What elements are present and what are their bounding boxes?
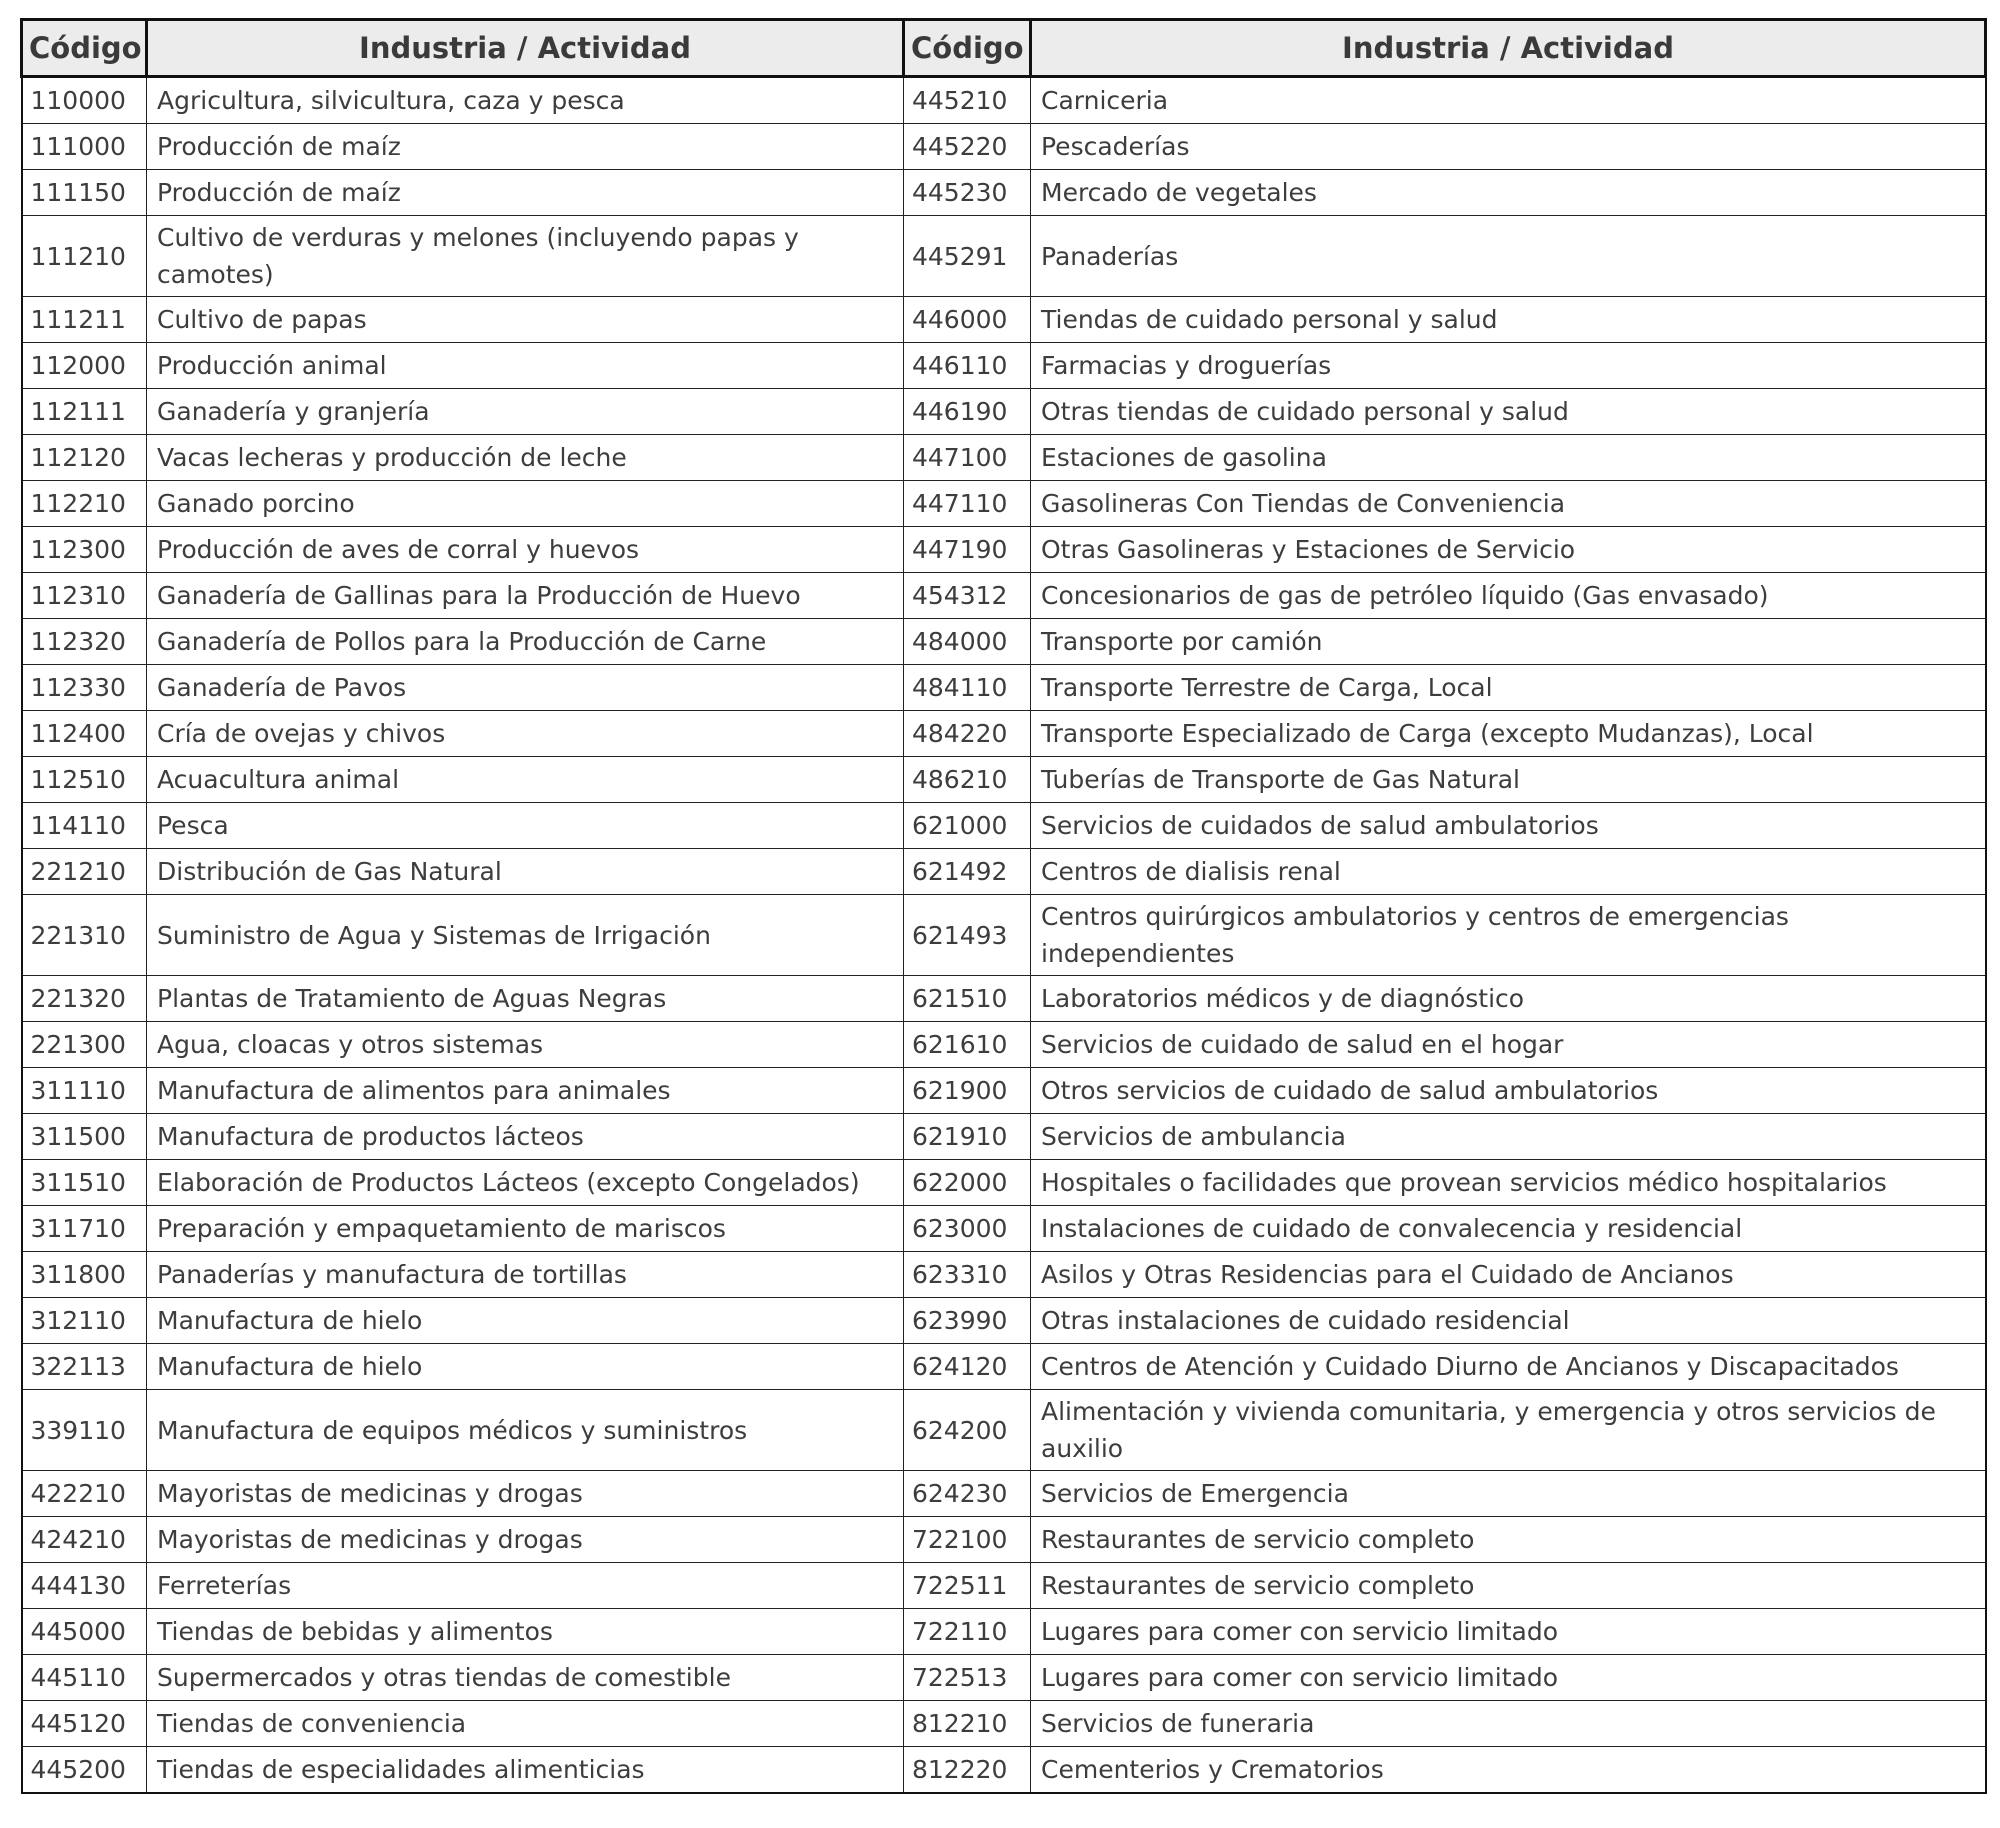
right-activity-cell: Servicios de funeraria <box>1031 1701 1986 1747</box>
left-activity-cell: Pesca <box>147 803 904 849</box>
right-code-cell: 623000 <box>904 1206 1031 1252</box>
right-activity-cell: Hospitales o facilidades que provean servicios médico hospitalarios <box>1031 1160 1986 1206</box>
right-activity-cell: Otras instalaciones de cuidado residencial <box>1031 1298 1986 1344</box>
table-row <box>22 170 1986 216</box>
table-row <box>22 77 1986 124</box>
table-row <box>22 573 1986 619</box>
left-activity-cell: Ganadería y granjería <box>147 389 904 435</box>
left-code-cell: 311110 <box>22 1068 147 1114</box>
table-row <box>22 1471 1986 1517</box>
right-code-cell: 622000 <box>904 1160 1031 1206</box>
right-code-cell: 722100 <box>904 1517 1031 1563</box>
left-activity-cell: Tiendas de especialidades alimenticias <box>147 1747 904 1794</box>
header-code-right: Código <box>904 20 1031 77</box>
right-code-cell: 722513 <box>904 1655 1031 1701</box>
table-row <box>22 527 1986 573</box>
right-activity-cell: Panaderías <box>1031 216 1986 297</box>
right-activity-cell: Restaurantes de servicio completo <box>1031 1563 1986 1609</box>
left-code-cell: 445120 <box>22 1701 147 1747</box>
right-activity-cell: Servicios de cuidado de salud en el hogar <box>1031 1022 1986 1068</box>
right-activity-cell: Pescaderías <box>1031 124 1986 170</box>
right-activity-cell: Lugares para comer con servicio limitado <box>1031 1609 1986 1655</box>
left-activity-cell: Elaboración de Productos Lácteos (excepto Congelados) <box>147 1160 904 1206</box>
right-activity-cell: Otras tiendas de cuidado personal y salud <box>1031 389 1986 435</box>
left-activity-cell: Producción de maíz <box>147 124 904 170</box>
left-activity-cell: Manufactura de equipos médicos y suministros <box>147 1390 904 1471</box>
left-activity-cell: Mayoristas de medicinas y drogas <box>147 1471 904 1517</box>
right-activity-cell: Transporte por camión <box>1031 619 1986 665</box>
left-code-cell: 112330 <box>22 665 147 711</box>
right-code-cell: 484220 <box>904 711 1031 757</box>
table-row <box>22 803 1986 849</box>
left-code-cell: 111000 <box>22 124 147 170</box>
left-code-cell: 111211 <box>22 297 147 343</box>
table-row <box>22 435 1986 481</box>
table-row <box>22 1206 1986 1252</box>
right-activity-cell: Concesionarios de gas de petróleo líquido (Gas envasado) <box>1031 573 1986 619</box>
right-activity-cell: Restaurantes de servicio completo <box>1031 1517 1986 1563</box>
left-activity-cell: Tiendas de conveniencia <box>147 1701 904 1747</box>
left-code-cell: 112120 <box>22 435 147 481</box>
left-activity-cell: Agua, cloacas y otros sistemas <box>147 1022 904 1068</box>
right-code-cell: 621900 <box>904 1068 1031 1114</box>
left-activity-cell: Mayoristas de medicinas y drogas <box>147 1517 904 1563</box>
left-activity-cell: Preparación y empaquetamiento de mariscos <box>147 1206 904 1252</box>
left-activity-cell: Ferreterías <box>147 1563 904 1609</box>
table-row <box>22 124 1986 170</box>
right-code-cell: 446110 <box>904 343 1031 389</box>
right-code-cell: 447100 <box>904 435 1031 481</box>
left-activity-cell: Tiendas de bebidas y alimentos <box>147 1609 904 1655</box>
right-code-cell: 446000 <box>904 297 1031 343</box>
table-row <box>22 1747 1986 1794</box>
right-activity-cell: Estaciones de gasolina <box>1031 435 1986 481</box>
left-code-cell: 112320 <box>22 619 147 665</box>
right-activity-cell: Centros quirúrgicos ambulatorios y centros de emergencias independientes <box>1031 895 1986 976</box>
table-body <box>22 77 1986 1794</box>
table-row <box>22 1390 1986 1471</box>
right-code-cell: 812220 <box>904 1747 1031 1794</box>
left-code-cell: 221210 <box>22 849 147 895</box>
table-row <box>22 1068 1986 1114</box>
left-code-cell: 311710 <box>22 1206 147 1252</box>
header-activity-right: Industria / Actividad <box>1031 20 1986 77</box>
right-code-cell: 621510 <box>904 976 1031 1022</box>
right-activity-cell: Lugares para comer con servicio limitado <box>1031 1655 1986 1701</box>
left-activity-cell: Manufactura de alimentos para animales <box>147 1068 904 1114</box>
left-code-cell: 112400 <box>22 711 147 757</box>
right-activity-cell: Laboratorios médicos y de diagnóstico <box>1031 976 1986 1022</box>
table-row <box>22 711 1986 757</box>
left-code-cell: 445200 <box>22 1747 147 1794</box>
right-activity-cell: Otros servicios de cuidado de salud ambulatorios <box>1031 1068 1986 1114</box>
left-activity-cell: Acuacultura animal <box>147 757 904 803</box>
left-code-cell: 112000 <box>22 343 147 389</box>
industry-code-table <box>20 18 1987 1794</box>
right-activity-cell: Farmacias y droguerías <box>1031 343 1986 389</box>
left-code-cell: 114110 <box>22 803 147 849</box>
right-code-cell: 445220 <box>904 124 1031 170</box>
table-row <box>22 1344 1986 1390</box>
left-activity-cell: Distribución de Gas Natural <box>147 849 904 895</box>
header-row <box>22 20 1986 77</box>
right-code-cell: 812210 <box>904 1701 1031 1747</box>
right-code-cell: 446190 <box>904 389 1031 435</box>
left-activity-cell: Producción de aves de corral y huevos <box>147 527 904 573</box>
right-code-cell: 621000 <box>904 803 1031 849</box>
right-code-cell: 484110 <box>904 665 1031 711</box>
left-activity-cell: Cría de ovejas y chivos <box>147 711 904 757</box>
left-code-cell: 112510 <box>22 757 147 803</box>
left-activity-cell: Ganadería de Pavos <box>147 665 904 711</box>
right-activity-cell: Gasolineras Con Tiendas de Conveniencia <box>1031 481 1986 527</box>
table-row <box>22 1517 1986 1563</box>
left-code-cell: 112210 <box>22 481 147 527</box>
table-row <box>22 619 1986 665</box>
right-code-cell: 621610 <box>904 1022 1031 1068</box>
right-activity-cell: Transporte Terrestre de Carga, Local <box>1031 665 1986 711</box>
left-activity-cell: Producción de maíz <box>147 170 904 216</box>
right-code-cell: 486210 <box>904 757 1031 803</box>
left-code-cell: 424210 <box>22 1517 147 1563</box>
left-activity-cell: Cultivo de papas <box>147 297 904 343</box>
left-activity-cell: Ganado porcino <box>147 481 904 527</box>
left-code-cell: 445000 <box>22 1609 147 1655</box>
right-code-cell: 445291 <box>904 216 1031 297</box>
right-code-cell: 624200 <box>904 1390 1031 1471</box>
right-activity-cell: Otras Gasolineras y Estaciones de Servicio <box>1031 527 1986 573</box>
right-activity-cell: Servicios de cuidados de salud ambulatorios <box>1031 803 1986 849</box>
right-code-cell: 445210 <box>904 77 1031 124</box>
left-code-cell: 221300 <box>22 1022 147 1068</box>
table-row <box>22 665 1986 711</box>
right-activity-cell: Centros de dialisis renal <box>1031 849 1986 895</box>
table-row <box>22 343 1986 389</box>
left-activity-cell: Cultivo de verduras y melones (incluyendo papas y camotes) <box>147 216 904 297</box>
left-activity-cell: Plantas de Tratamiento de Aguas Negras <box>147 976 904 1022</box>
left-activity-cell: Manufactura de hielo <box>147 1298 904 1344</box>
right-activity-cell: Tiendas de cuidado personal y salud <box>1031 297 1986 343</box>
table-row <box>22 895 1986 976</box>
left-code-cell: 445110 <box>22 1655 147 1701</box>
right-activity-cell: Transporte Especializado de Carga (excepto Mudanzas), Local <box>1031 711 1986 757</box>
right-code-cell: 447110 <box>904 481 1031 527</box>
right-code-cell: 445230 <box>904 170 1031 216</box>
right-code-cell: 623310 <box>904 1252 1031 1298</box>
right-activity-cell: Carniceria <box>1031 77 1986 124</box>
table-row <box>22 481 1986 527</box>
left-activity-cell: Agricultura, silvicultura, caza y pesca <box>147 77 904 124</box>
right-activity-cell: Cementerios y Crematorios <box>1031 1747 1986 1794</box>
table-row <box>22 1563 1986 1609</box>
left-activity-cell: Supermercados y otras tiendas de comestible <box>147 1655 904 1701</box>
right-code-cell: 624230 <box>904 1471 1031 1517</box>
left-code-cell: 112111 <box>22 389 147 435</box>
table-row <box>22 1114 1986 1160</box>
right-code-cell: 722511 <box>904 1563 1031 1609</box>
left-code-cell: 444130 <box>22 1563 147 1609</box>
left-code-cell: 110000 <box>22 77 147 124</box>
left-activity-cell: Producción animal <box>147 343 904 389</box>
right-activity-cell: Instalaciones de cuidado de convalecencia y residencial <box>1031 1206 1986 1252</box>
table-row <box>22 216 1986 297</box>
table-row <box>22 297 1986 343</box>
right-code-cell: 624120 <box>904 1344 1031 1390</box>
header-code-left: Código <box>22 20 147 77</box>
left-activity-cell: Suministro de Agua y Sistemas de Irrigación <box>147 895 904 976</box>
left-activity-cell: Manufactura de hielo <box>147 1344 904 1390</box>
right-code-cell: 621493 <box>904 895 1031 976</box>
table-row <box>22 1655 1986 1701</box>
table-row <box>22 757 1986 803</box>
left-activity-cell: Vacas lecheras y producción de leche <box>147 435 904 481</box>
right-code-cell: 484000 <box>904 619 1031 665</box>
left-code-cell: 221310 <box>22 895 147 976</box>
right-activity-cell: Tuberías de Transporte de Gas Natural <box>1031 757 1986 803</box>
right-activity-cell: Alimentación y vivienda comunitaria, y emergencia y otros servicios de auxilio <box>1031 1390 1986 1471</box>
right-activity-cell: Servicios de Emergencia <box>1031 1471 1986 1517</box>
left-activity-cell: Manufactura de productos lácteos <box>147 1114 904 1160</box>
left-code-cell: 112310 <box>22 573 147 619</box>
right-code-cell: 621910 <box>904 1114 1031 1160</box>
table-row <box>22 1252 1986 1298</box>
left-code-cell: 322113 <box>22 1344 147 1390</box>
table-row <box>22 1298 1986 1344</box>
right-activity-cell: Servicios de ambulancia <box>1031 1114 1986 1160</box>
right-code-cell: 623990 <box>904 1298 1031 1344</box>
left-code-cell: 311510 <box>22 1160 147 1206</box>
left-activity-cell: Ganadería de Gallinas para la Producción de Huevo <box>147 573 904 619</box>
left-code-cell: 111210 <box>22 216 147 297</box>
table-header <box>22 20 1986 77</box>
table-row <box>22 1022 1986 1068</box>
right-activity-cell: Mercado de vegetales <box>1031 170 1986 216</box>
header-activity-left: Industria / Actividad <box>147 20 904 77</box>
right-code-cell: 722110 <box>904 1609 1031 1655</box>
table-row <box>22 1701 1986 1747</box>
table-row <box>22 849 1986 895</box>
left-code-cell: 422210 <box>22 1471 147 1517</box>
table-row <box>22 1609 1986 1655</box>
table-row <box>22 389 1986 435</box>
table-row <box>22 1160 1986 1206</box>
left-code-cell: 311800 <box>22 1252 147 1298</box>
right-code-cell: 621492 <box>904 849 1031 895</box>
left-code-cell: 221320 <box>22 976 147 1022</box>
left-code-cell: 311500 <box>22 1114 147 1160</box>
right-activity-cell: Asilos y Otras Residencias para el Cuidado de Ancianos <box>1031 1252 1986 1298</box>
right-activity-cell: Centros de Atención y Cuidado Diurno de Ancianos y Discapacitados <box>1031 1344 1986 1390</box>
left-activity-cell: Panaderías y manufactura de tortillas <box>147 1252 904 1298</box>
left-activity-cell: Ganadería de Pollos para la Producción de Carne <box>147 619 904 665</box>
left-code-cell: 111150 <box>22 170 147 216</box>
left-code-cell: 339110 <box>22 1390 147 1471</box>
right-code-cell: 454312 <box>904 573 1031 619</box>
left-code-cell: 112300 <box>22 527 147 573</box>
table-row <box>22 976 1986 1022</box>
right-code-cell: 447190 <box>904 527 1031 573</box>
left-code-cell: 312110 <box>22 1298 147 1344</box>
